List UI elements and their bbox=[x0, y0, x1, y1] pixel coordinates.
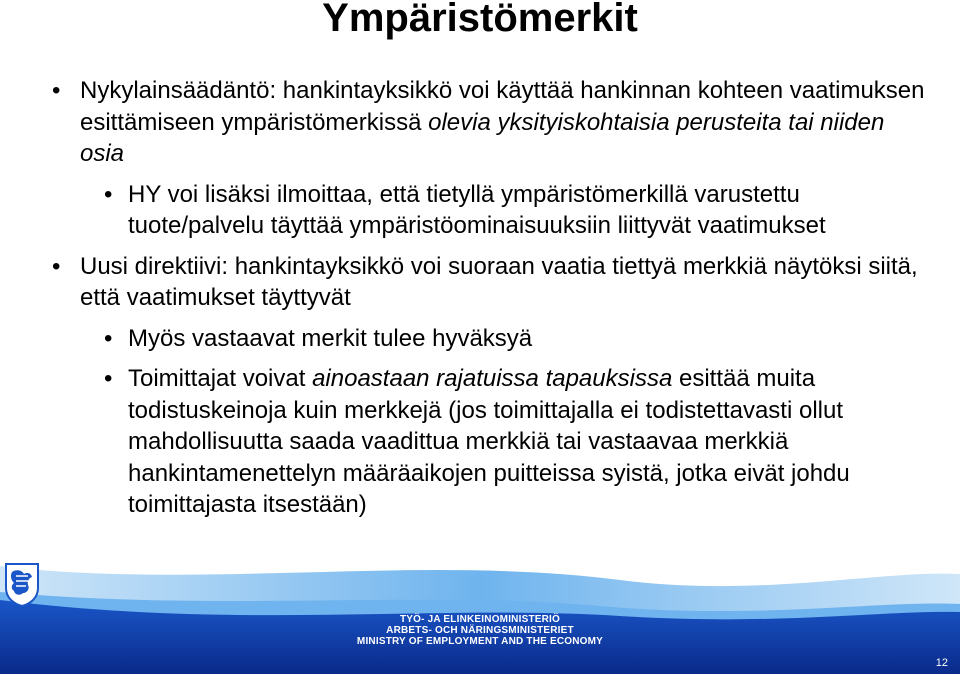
bullet-marker: • bbox=[104, 365, 113, 392]
ministry-name bbox=[350, 614, 610, 647]
ministry-lion-logo-icon bbox=[0, 560, 44, 608]
bullet-text: Nykylainsäädäntö: hankintayksikkö voi käyttää hankinnan kohteen vaatimuksen esittämiseen ympäristömerkissä olevia yksityiskohtaisia perusteita tai niiden osia bbox=[80, 77, 925, 167]
bullet-level-2 bbox=[52, 323, 932, 355]
ministry-name-en: MINISTRY OF EMPLOYMENT AND THE ECONOMY bbox=[356, 636, 604, 647]
ministry-name-sv: ARBETS- OCH NÄRINGSMINISTERIET bbox=[386, 625, 574, 636]
bullet-level-2 bbox=[52, 363, 932, 521]
bullet-text: Myös vastaavat merkit tulee hyväksyä bbox=[128, 324, 533, 352]
bullet-text: HY voi lisäksi ilmoittaa, että tietyllä ympäristömerkillä varustettu tuote/palvelu täyttää ympäristöominaisuuksiin liittyvät vaatimukset bbox=[128, 180, 826, 239]
ministry-name-fi: TYÖ- JA ELINKEINOMINISTERIÖ bbox=[399, 614, 561, 625]
slide-title: Ympäristömerkit bbox=[322, 0, 638, 40]
bullet-marker: • bbox=[52, 252, 61, 280]
bullet-marker: • bbox=[104, 180, 113, 208]
page-number: 12 bbox=[935, 657, 948, 669]
bullet-marker: • bbox=[52, 77, 61, 104]
bullet-text: Toimittajat voivat ainoastaan rajatuissa tapauksissa esittää muita todistuskeinoja kuin merkkejä (jos toimittajalla ei todistettavasti ollut mahdollisuutta saada vaadittua merkkiä tai vastaavaa merkkiä hankintamenettelyn määräaikojen puitteissa syistä, jotka eivät johdu toimittajasta itsestään) bbox=[128, 365, 850, 518]
slide-content bbox=[52, 75, 932, 530]
bullet-level-1 bbox=[52, 251, 932, 314]
bullet-level-2 bbox=[52, 179, 932, 242]
bullet-level-1 bbox=[52, 75, 932, 170]
footer-band bbox=[0, 560, 960, 674]
bullet-text: Uusi direktiivi: hankintayksikkö voi suoraan vaatia tiettyä merkkiä näytöksi siitä, että vaatimukset täyttyvät bbox=[80, 252, 918, 311]
bullet-marker: • bbox=[104, 324, 113, 352]
